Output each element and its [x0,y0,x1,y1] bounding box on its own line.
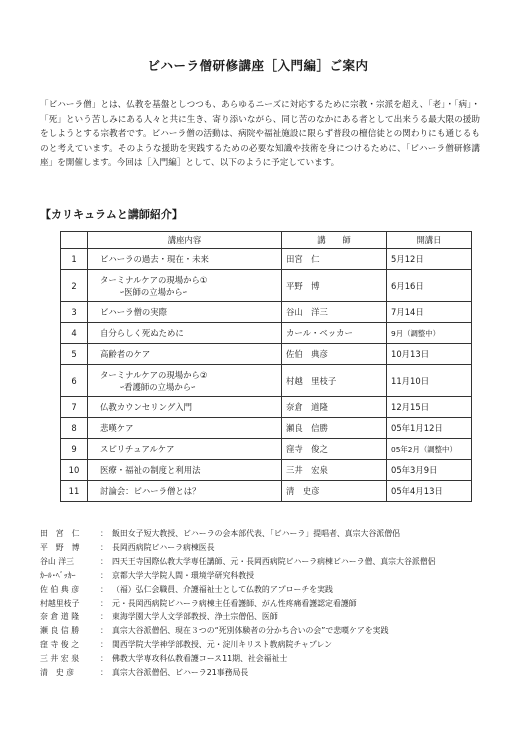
table-row [61,344,472,365]
lecturer-item [40,624,500,638]
lecturer-name: 平 野 博 [40,542,80,552]
table-row [61,418,472,439]
lecturer-name: 瀬 良 信 勝 [40,626,80,636]
course-title: 仏教カウンセリング入門 [100,402,192,412]
teacher-cell: 谷山 洋三 [282,302,387,323]
lecturer-desc: 関西学院大学神学部教授、元・淀川キリスト教病院チャプレン [112,640,333,650]
lecturer-name: 三 井 宏 泉 [40,654,80,664]
lecturer-item [40,569,500,583]
lecturer-desc: 真宗大谷派僧侶、現在３つの“死別体験者の分かち合いの会”で悲嘆ケアを実践 [112,626,389,636]
date-cell: 05年3月9日 [387,460,472,481]
curriculum-body [61,249,472,502]
intro-text: 「ビハーラ僧」とは、仏教を基盤としつつも、あらゆるニーズに対応するために宗教・宗派を超え、「老」・「病」・「死」という苦しみにある人々と共に生き、寄り添いながら、同じ苦のなかにある者として出来うる最大限の援助をしようとする宗教者です。ビハーラ僧の活動は、病院や福祉施設に限らず普段の檀信徒との関わりにも通じるものと考えています。そのような援助を実践するための必要な知識や技術を身につけるために、「ビハーラ僧研修講座」を開催します。今回は［入門編］として、以下のように予定しています。 [40,100,480,169]
lecturer-desc: 真宗大谷派僧侶、ビハーラ21事務局長 [112,668,249,678]
lecturer-name: 田 宮 仁 [40,529,80,538]
lecturer-item [40,555,500,569]
lecturer-item [40,638,500,652]
lecturer-desc: 飯田女子短大教授、ビハーラの会本部代表、「ビハーラ」提唱者、真宗大谷派僧侶 [112,529,401,538]
course-title: 討論会：ビハーラ僧とは？ [100,486,201,496]
header-date: 開講日 [387,232,472,249]
table-header-row [61,232,472,249]
teacher-cell: 瀬良 信勝 [282,418,387,439]
separator-colon: ： [100,598,108,608]
header-no [61,232,88,249]
lecturer-name: ｶｰﾙ･ﾍﾞｯｶｰ [40,570,76,580]
row-number: 8 [61,418,88,439]
date-cell: 5月12日 [387,249,472,270]
course-title: 悲嘆ケア [100,423,134,433]
table-row [61,270,472,302]
teacher-cell: 田宮 仁 [282,249,387,270]
course-cell [88,439,282,460]
row-number: 4 [61,323,88,344]
lecturer-desc: 佛教大学専攻科仏教看護コース11期、社会福祉士 [112,654,288,664]
separator-colon: ： [100,612,108,622]
separator-colon: ： [100,668,108,678]
separator-colon: ： [100,584,108,594]
curriculum-table [60,231,472,502]
course-subtitle: ｰ看護師の立場からｰ [120,381,196,392]
row-number: 6 [61,365,88,397]
header-course: 講座内容 [88,232,282,249]
lecturer-list [40,527,500,680]
course-title: 高齢者のケア [100,349,151,359]
lecturer-desc: 東海学園大学人文学部教授、浄土宗僧侶、医師 [112,612,278,622]
row-number: 3 [61,302,88,323]
lecturer-item [40,527,500,541]
teacher-cell: 窪寺 俊之 [282,439,387,460]
course-cell [88,270,282,302]
course-title: ターミナルケアの現場から② [100,369,208,380]
course-subtitle: ｰ医師の立場からｰ [120,286,187,297]
course-title: 医療・福祉の制度と利用法 [100,465,201,475]
separator-colon: ： [100,626,108,636]
header-teacher: 講 師 [282,232,387,249]
date-cell: 7月14日 [387,302,472,323]
teacher-cell: 奈倉 道隆 [282,397,387,418]
table-row [61,249,472,270]
lecturer-name: 谷山 洋三 [40,556,75,566]
teacher-cell: 佐伯 典彦 [282,344,387,365]
lecturer-desc: （福）弘仁会職員、介護福祉士として仏教的アプローチを実践 [112,584,333,594]
course-cell [88,365,282,397]
lecturer-item [40,652,500,666]
table-row [61,460,472,481]
separator-colon: ： [100,556,108,566]
teacher-cell: 平野 博 [282,270,387,302]
lecturer-name: 窪 寺 俊 之 [40,640,80,650]
teacher-cell: カール・ベッカー [282,323,387,344]
lecturer-item [40,541,500,555]
intro-paragraph [40,98,480,171]
course-cell [88,249,282,270]
lecturer-desc: 元・長岡西病院ビハーラ病棟主任看護師、がん性疼痛看護認定看護師 [112,598,357,608]
course-title: スピリチュアルケア [100,444,175,454]
row-number: 5 [61,344,88,365]
table-row [61,397,472,418]
row-number: 7 [61,397,88,418]
row-number: 1 [61,249,88,270]
lecturer-name: 村越里枝子 [40,598,80,608]
lecturer-name: 佐 伯 典 彦 [40,584,80,594]
row-number: 2 [61,270,88,302]
lecturer-desc: 長岡西病院ビハーラ病棟医長 [112,542,215,552]
separator-colon: ： [100,529,108,538]
teacher-cell: 三井 宏泉 [282,460,387,481]
course-cell [88,460,282,481]
separator-colon: ： [100,654,108,664]
separator-colon: ： [100,640,108,650]
table-row [61,439,472,460]
date-cell: 05年1月12日 [387,418,472,439]
table-row [61,323,472,344]
lecturer-name: 清 史 彦 [40,668,75,678]
table-row [61,302,472,323]
course-title: ターミナルケアの現場から① [100,274,208,285]
lecturer-desc: 京都大学大学院人間・環境学研究科教授 [112,570,255,580]
course-title: ビハーラの過去・現在・未来 [100,254,209,264]
lecturer-item [40,583,500,597]
table-row [61,365,472,397]
separator-colon: ： [100,570,108,580]
row-number: 10 [61,460,88,481]
lecturer-item [40,666,500,680]
date-cell: 11月10日 [387,365,472,397]
date-cell: 05年4月13日 [387,481,472,502]
lecturer-name: 奈 倉 道 隆 [40,612,80,622]
date-cell: 05年2月（調整中） [387,439,472,460]
section-heading: 【カリキュラムと講師紹介】 [40,208,183,221]
lecturer-desc: 四天王寺国際仏教大学専任講師、元・長岡西病院ビハーラ病棟ビハーラ僧、真宗大谷派僧侶 [112,556,436,566]
date-cell: 12月15日 [387,397,472,418]
course-cell [88,302,282,323]
table-row [61,481,472,502]
date-cell: 6月16日 [387,270,472,302]
course-title: ビハーラ僧の実際 [100,307,167,317]
course-cell [88,397,282,418]
teacher-cell: 清 史彦 [282,481,387,502]
course-cell [88,418,282,439]
page-title: ビハーラ僧研修講座［入門編］ご案内 [147,58,369,73]
lecturer-item [40,597,500,611]
course-cell [88,323,282,344]
course-cell [88,481,282,502]
teacher-cell: 村越 里枝子 [282,365,387,397]
date-cell: 10月13日 [387,344,472,365]
course-title: 自分らしく死ぬために [100,328,184,338]
lecturer-item [40,610,500,624]
row-number: 11 [61,481,88,502]
course-cell [88,344,282,365]
date-cell: 9月（調整中） [387,323,472,344]
row-number: 9 [61,439,88,460]
separator-colon: ： [100,542,108,552]
